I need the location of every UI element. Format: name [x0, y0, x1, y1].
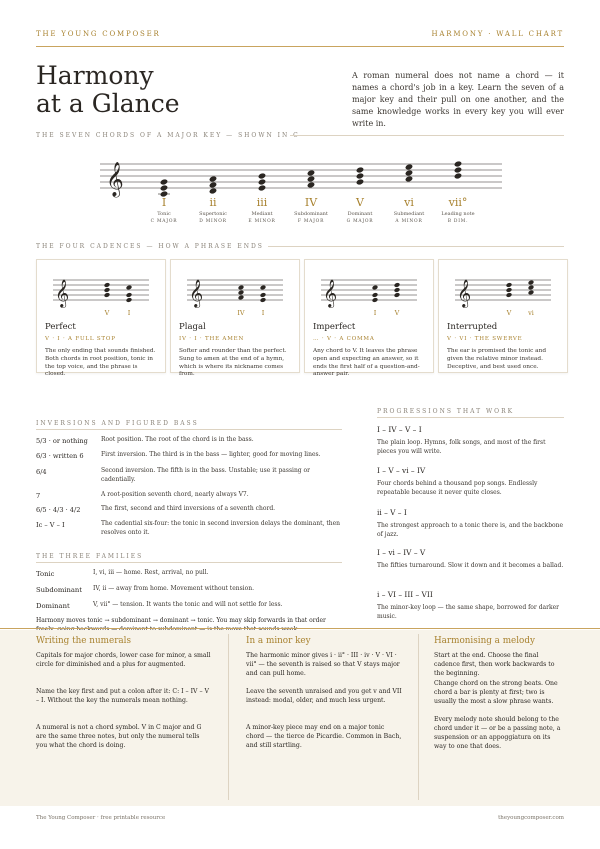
- chord-note: [104, 292, 111, 298]
- cadence-desc: Softer and rounder than the perfect. Sung to amen at the end of a hymn, which is where its nickname comes from.: [179, 348, 287, 378]
- cadence-name: Plagal: [179, 322, 206, 332]
- bottom-bar: [36, 815, 564, 821]
- progression-title: I – vi – IV – V: [377, 548, 426, 557]
- progressions-heading: PROGRESSIONS THAT WORK: [377, 408, 515, 415]
- cadence-card-perfect: [36, 259, 166, 378]
- cadence-chord-label: I: [373, 309, 377, 317]
- family-term: Dominant: [36, 602, 70, 610]
- family-desc: IV, ii — away from home. Movement without tension.: [93, 585, 254, 592]
- melody-title: Harmonising a melody: [434, 636, 535, 646]
- family-term: Tonic: [36, 570, 55, 578]
- minor-p2: Leave the seventh unraised and you get v and VII instead: modal, older, and much less urgent.: [246, 688, 402, 704]
- chord-function: Tonic C MAJOR: [150, 211, 178, 224]
- chord-function: Mediant E MINOR: [248, 211, 276, 224]
- brand-label: THE YOUNG COMPOSER: [36, 30, 161, 38]
- cadence-staff: [321, 274, 417, 310]
- minor-title: In a minor key: [246, 636, 311, 646]
- families-rule: [36, 562, 342, 563]
- chord-note: [238, 295, 245, 301]
- chord-note: [454, 166, 462, 173]
- progression-title: I – IV – V – I: [377, 425, 422, 434]
- chord-note: [356, 172, 364, 179]
- chord-note: [209, 181, 217, 188]
- inversions-heading: INVERSIONS AND FIGURED BASS: [36, 420, 199, 427]
- chord-function: Subdominant F MAJOR: [294, 211, 328, 224]
- chord-numeral: vi: [404, 196, 414, 209]
- figure-label: Ic – V – I: [36, 521, 65, 529]
- chord-note: [104, 287, 111, 293]
- chord-note: [209, 187, 217, 194]
- chord-note: [528, 280, 535, 286]
- chord-function: Submediant A MINOR: [393, 211, 425, 224]
- chord-note: [307, 175, 315, 182]
- chord-note: [394, 282, 401, 288]
- footer-credit: The Young Composer · free printable resource: [36, 815, 166, 821]
- family-desc: I, vi, iii — home. Rest, arrival, no pull.: [93, 569, 209, 576]
- figure-desc: Second inversion. The fifth is in the bass. Unstable; use it passing or cadentially.: [101, 467, 311, 483]
- chord-note: [454, 160, 462, 167]
- cadence-chord-label: IV: [237, 309, 245, 317]
- intro-text: A roman numeral does not name a chord — it names a chord's job in a key. Learn the seven of a major key and their pull on one another, and the same knowledge works in every key you will ever write in.: [352, 71, 564, 128]
- chord-numeral: iii: [256, 196, 268, 209]
- writing-title: Writing the numerals: [36, 636, 131, 646]
- cadence-name: Imperfect: [313, 322, 356, 332]
- chord-note: [126, 292, 133, 298]
- chord-note: [104, 282, 111, 288]
- cadence-chord-label: V: [104, 309, 110, 317]
- progression-desc: The strongest approach to a tonic there is, and the backbone of jazz.: [377, 522, 564, 538]
- cadence-staff: [455, 274, 551, 310]
- chord-note: [528, 290, 535, 296]
- figure-desc: Root position. The root of the chord is in the bass.: [101, 436, 254, 443]
- cadence-chord-label: I: [127, 309, 131, 317]
- writing-p2: Name the key first and put a colon after it: C: I – IV – V – I. Without the key the numerals mean nothing.: [36, 688, 210, 704]
- cadence-name: Perfect: [45, 322, 76, 332]
- chord-note: [356, 178, 364, 185]
- progression-title: i – VI – III – VII: [377, 590, 433, 599]
- cadence-name: Interrupted: [447, 322, 498, 332]
- chord-note: [506, 282, 513, 288]
- chord-note: [160, 184, 168, 191]
- families-heading: THE THREE FAMILIES: [36, 553, 144, 560]
- cadence-staff: [187, 274, 283, 310]
- chord-note: [394, 287, 401, 293]
- seven-chords-heading: THE SEVEN CHORDS OF A MAJOR KEY — SHOWN IN C: [36, 132, 300, 139]
- figure-label: 6/4: [36, 468, 47, 476]
- chord-note: [258, 184, 266, 191]
- figure-label: 6/5 · 4/3 · 4/2: [36, 506, 81, 514]
- section-label: HARMONY · WALL CHART: [431, 30, 564, 38]
- footer-url[interactable]: theyoungcomposer.com: [498, 815, 564, 821]
- chord-note: [307, 181, 315, 188]
- chord-note: [126, 285, 133, 291]
- chord-note: [260, 285, 267, 291]
- chord-note: [258, 172, 266, 179]
- treble-clef-icon: 𝄞: [457, 279, 472, 307]
- cadence-desc: Any chord to V. It leaves the phrase open and expecting an answer, so it ends the first half of a question-and-answer pair.: [313, 348, 420, 378]
- cadence-chord-label: V: [506, 309, 512, 317]
- writing-p3: A numeral is not a chord symbol. V in C major and G are the same three notes, but only the numeral tells you what the chord is doing.: [36, 724, 202, 749]
- cadence-card-plagal: [170, 259, 300, 378]
- chord-note: [160, 178, 168, 185]
- chord-note: [528, 285, 535, 291]
- chord-note: [307, 169, 315, 176]
- cadence-desc: The ear is promised the tonic and given the relative minor instead. Deceptive, and best used once.: [447, 348, 547, 370]
- chord-function: Supertonic D MINOR: [199, 211, 227, 224]
- chord-note: [238, 290, 245, 296]
- cadence-card-interrupted: [438, 259, 568, 373]
- chord-function: Dominant G MAJOR: [346, 211, 374, 224]
- chord-numeral: V: [356, 196, 364, 209]
- cadence-chord-label: I: [261, 309, 265, 317]
- footer-divider: [418, 634, 419, 800]
- treble-clef-icon: 𝄞: [189, 279, 204, 307]
- figure-label: 7: [36, 492, 41, 500]
- chord-note: [506, 292, 513, 298]
- chord-note: [372, 285, 379, 291]
- progression-desc: The fifties turnaround. Slow it down and it becomes a ballad.: [377, 562, 564, 569]
- top-rule: [36, 46, 564, 47]
- page-title: Harmony at a Glance: [36, 61, 180, 118]
- figure-desc: The first, second and third inversions of a seventh chord.: [101, 505, 276, 512]
- writing-p1: Capitals for major chords, lower case for minor, a small circle for diminished and a plus for augmented.: [36, 652, 211, 668]
- chord-note: [209, 175, 217, 182]
- cadence-desc: The only ending that sounds finished. Both chords in root position, tonic in the top voice, and the phrase is closed.: [45, 348, 156, 378]
- chord-note: [394, 292, 401, 298]
- progression-title: I – V – vi – IV: [377, 466, 426, 475]
- footer-divider: [228, 634, 229, 800]
- chord-note: [405, 163, 413, 170]
- cadence-formula: V · I · A FULL STOP: [45, 336, 116, 342]
- figure-desc: First inversion. The third is in the bass — lighter, good for moving lines.: [101, 451, 321, 458]
- chord-note: [372, 297, 379, 303]
- figure-desc: A root-position seventh chord, nearly always V7.: [101, 491, 249, 498]
- melody-p2: Change chord on the strong beats. One chord a bar is plenty at first; two is usually the most a slow phrase wants.: [434, 680, 558, 705]
- figure-label: 6/3 · written 6: [36, 452, 84, 460]
- chord-note: [258, 178, 266, 185]
- seven-chords-rule: [290, 135, 564, 136]
- cadence-chord-label: vi: [528, 309, 534, 317]
- cadences-heading: THE FOUR CADENCES — HOW A PHRASE ENDS: [36, 243, 264, 250]
- melody-p1: Start at the end. Choose the final cadence first, then work backwards to the beginning.: [434, 652, 555, 677]
- chord-note: [454, 172, 462, 179]
- chord-note: [506, 287, 513, 293]
- progression-desc: Four chords behind a thousand pop songs. Endlessly repeatable because it never quite closes.: [377, 480, 538, 496]
- chord-numeral: vii°: [448, 196, 468, 209]
- treble-clef-icon: 𝄞: [323, 279, 338, 307]
- chord-numeral: ii: [209, 196, 217, 209]
- chord-note: [260, 297, 267, 303]
- progression-desc: The plain loop. Hymns, folk songs, and most of the first pieces you will write.: [377, 439, 546, 455]
- chord-note: [372, 292, 379, 298]
- chord-note: [126, 297, 133, 303]
- footer-rule: [0, 628, 600, 629]
- major-key-staff: [100, 158, 502, 198]
- treble-clef-icon: 𝄞: [106, 162, 124, 197]
- minor-p3: A minor-key piece may end on a major tonic chord — the tierce de Picardie. Common in Bach, and still startling.: [246, 724, 402, 749]
- figure-desc: The cadential six-four: the tonic in second inversion delays the dominant, then resolves onto it.: [101, 520, 341, 536]
- cadence-formula: V · VI · THE SWERVE: [447, 336, 523, 342]
- inversions-rule: [36, 429, 342, 430]
- family-desc: V, vii° — tension. It wants the tonic and will not settle for less.: [93, 601, 283, 608]
- treble-clef-icon: 𝄞: [55, 279, 70, 307]
- chord-note: [405, 175, 413, 182]
- cadence-formula: IV · I · THE AMEN: [179, 336, 245, 342]
- cadences-rule: [268, 246, 564, 247]
- chord-function: Leading note B DIM.: [441, 211, 475, 224]
- chord-note: [238, 285, 245, 291]
- family-term: Subdominant: [36, 586, 82, 594]
- families-note: Harmony moves tonic → subdominant → dominant → tonic. You may skip forwards in that order: [36, 617, 326, 624]
- chord-numeral: IV: [304, 196, 318, 209]
- chord-note: [405, 169, 413, 176]
- chord-note: [260, 292, 267, 298]
- chord-numeral: I: [161, 196, 167, 209]
- cadence-staff: [53, 274, 149, 310]
- figure-label: 5/3 · or nothing: [36, 437, 88, 445]
- minor-p1: The harmonic minor gives i · ii° · III · iv · V · VI · vii° — the seventh is raised so that V stays major and can pull home.: [246, 652, 400, 677]
- footer-panel: [0, 630, 600, 806]
- cadence-card-imperfect: [304, 259, 434, 378]
- top-bar: [36, 30, 564, 38]
- progression-title: ii – V – I: [377, 508, 407, 517]
- progressions-rule: [377, 417, 564, 418]
- cadence-chord-label: V: [394, 309, 400, 317]
- cadence-formula: … · V · A COMMA: [313, 336, 375, 342]
- progression-desc: The minor-key loop — the same shape, borrowed for darker music.: [377, 604, 560, 620]
- melody-p3: Every melody note should belong to the chord under it — or be a passing note, a suspension or an appoggiatura on its way to one that does.: [434, 716, 561, 750]
- chord-note: [356, 166, 364, 173]
